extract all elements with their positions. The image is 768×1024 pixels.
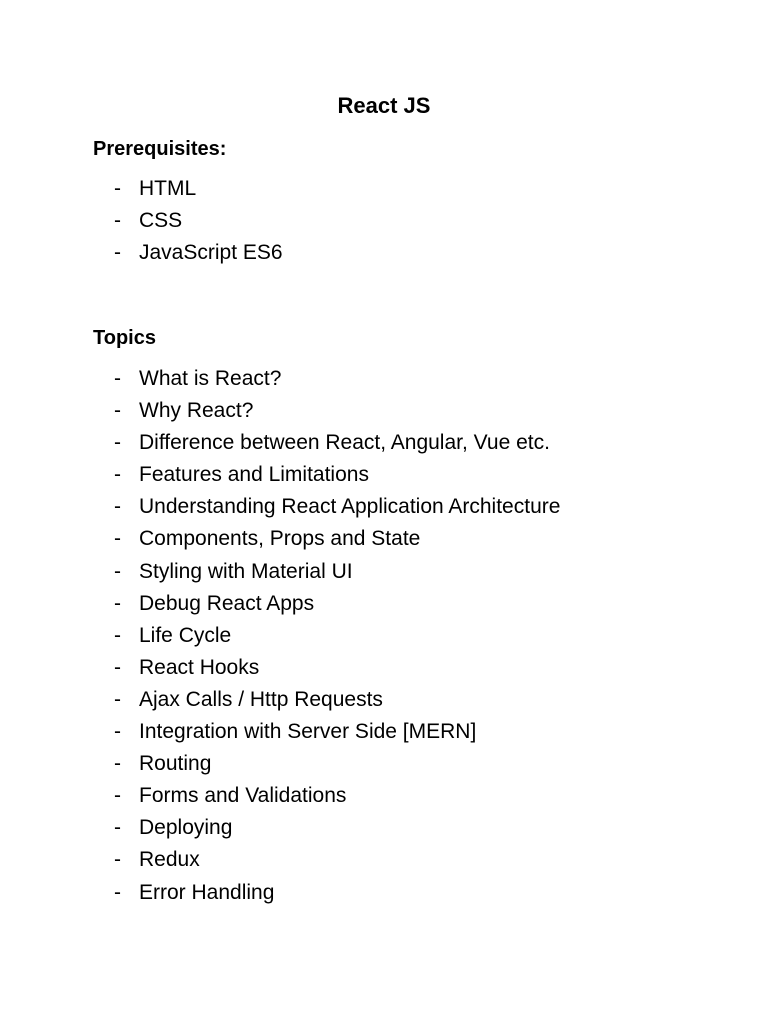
bullet-dash: - bbox=[114, 527, 121, 551]
list-item-text: Life Cycle bbox=[139, 623, 232, 647]
list-item-text: Why React? bbox=[139, 399, 254, 423]
page-title: React JS bbox=[337, 93, 431, 118]
bullet-dash: - bbox=[114, 495, 121, 519]
bullet-dash: - bbox=[114, 752, 121, 776]
list-item-text: Styling with Material UI bbox=[139, 559, 353, 583]
bullet-dash: - bbox=[114, 848, 121, 872]
topics-heading: Topics bbox=[93, 327, 156, 349]
list-item-text: Routing bbox=[139, 752, 212, 776]
list-item-text: Understanding React Application Architecture bbox=[139, 495, 561, 519]
bullet-dash: - bbox=[114, 720, 121, 744]
bullet-dash: - bbox=[114, 209, 121, 233]
bullet-dash: - bbox=[114, 784, 121, 808]
list-item-text: Debug React Apps bbox=[139, 591, 315, 615]
bullet-dash: - bbox=[114, 591, 121, 615]
list-item-text: Components, Props and State bbox=[139, 527, 421, 551]
prerequisites-heading: Prerequisites: bbox=[93, 138, 227, 160]
bullet-dash: - bbox=[114, 623, 121, 647]
list-item-text: Features and Limitations bbox=[139, 463, 369, 487]
bullet-dash: - bbox=[114, 687, 121, 711]
list-item-text: Deploying bbox=[139, 816, 233, 840]
bullet-dash: - bbox=[114, 655, 121, 679]
list-item-text: CSS bbox=[139, 209, 183, 233]
list-item-text: Difference between React, Angular, Vue etc. bbox=[139, 431, 550, 455]
bullet-dash: - bbox=[114, 367, 121, 390]
bullet-dash: - bbox=[114, 559, 121, 583]
list-item-text: Ajax Calls / Http Requests bbox=[139, 687, 383, 711]
list-item-text: Redux bbox=[139, 848, 200, 872]
bullet-dash: - bbox=[114, 816, 121, 840]
list-item-text: Error Handling bbox=[139, 880, 275, 904]
list-item-text: What is React? bbox=[139, 367, 282, 390]
list-item-text: Forms and Validations bbox=[139, 784, 347, 808]
bullet-dash: - bbox=[114, 880, 121, 904]
bullet-dash: - bbox=[114, 399, 121, 423]
list-item-text: React Hooks bbox=[139, 655, 260, 679]
bullet-dash: - bbox=[114, 177, 121, 200]
bullet-dash: - bbox=[114, 431, 121, 455]
list-item-text: HTML bbox=[139, 177, 197, 200]
list-item-text: Integration with Server Side [MERN] bbox=[139, 720, 477, 744]
bullet-dash: - bbox=[114, 241, 121, 265]
list-item-text: JavaScript ES6 bbox=[139, 241, 283, 265]
bullet-dash: - bbox=[114, 463, 121, 487]
